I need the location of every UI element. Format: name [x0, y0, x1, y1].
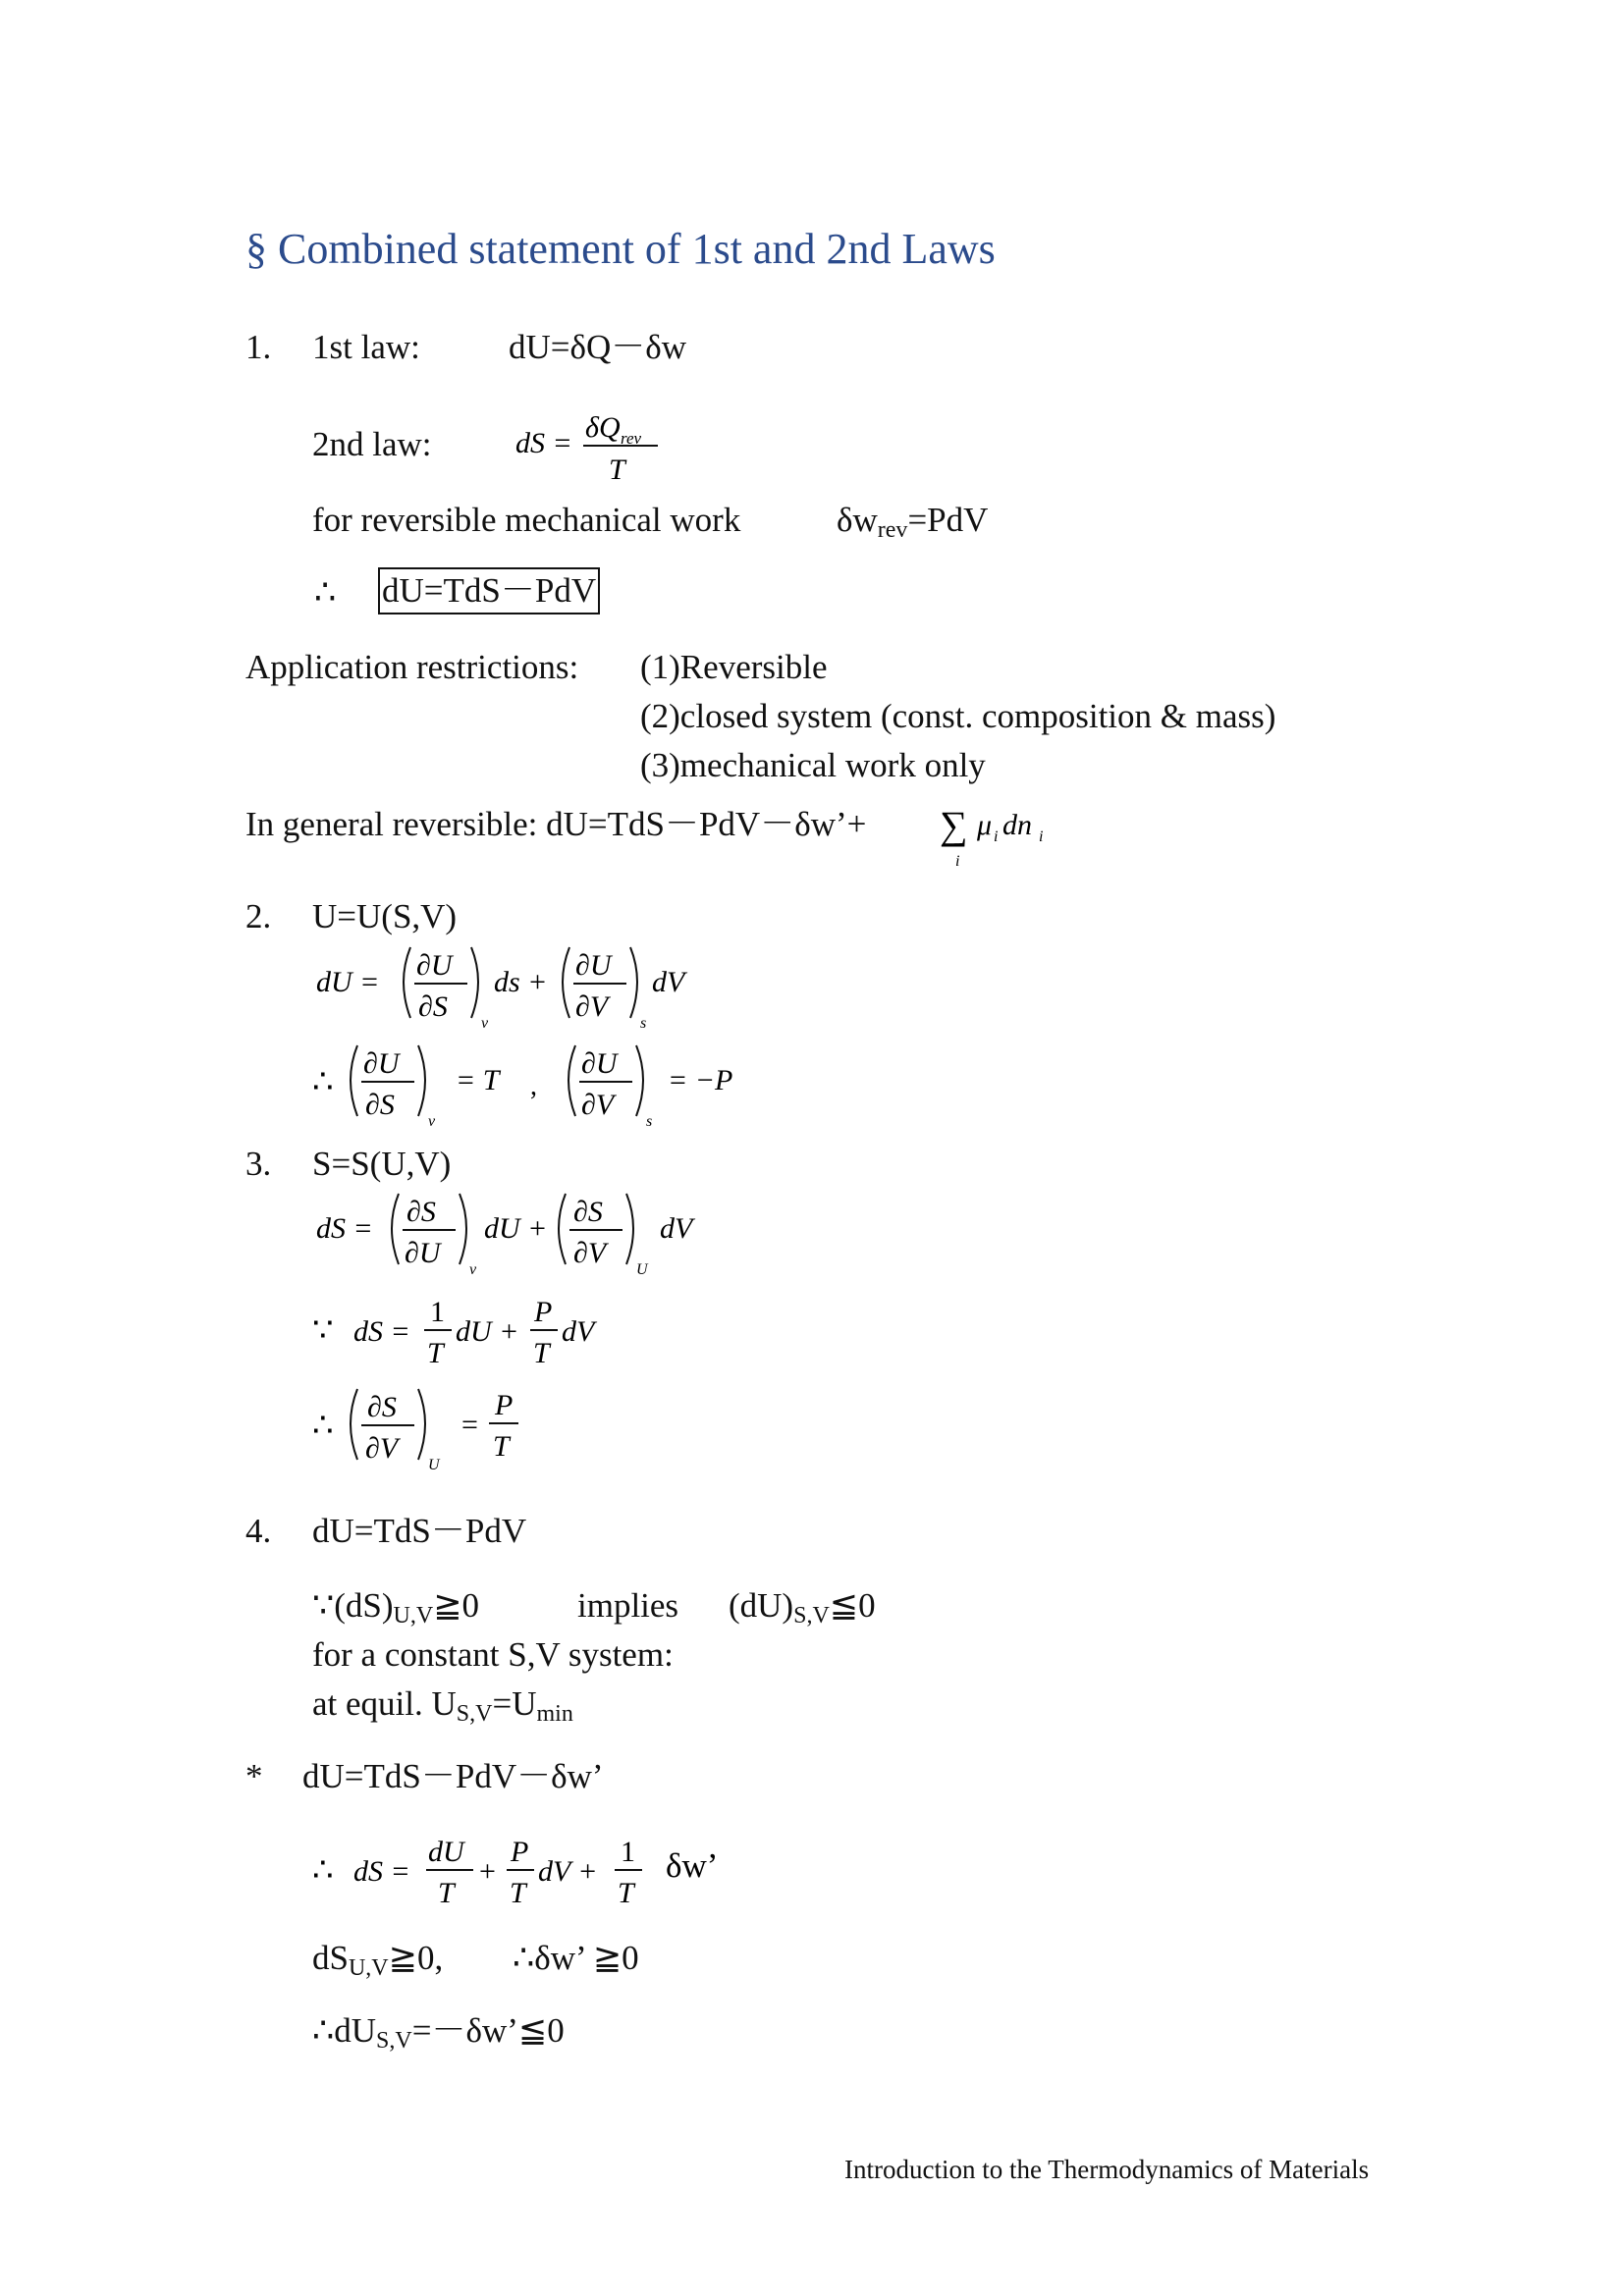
- du-partial-derivatives: [312, 1036, 744, 1134]
- dn-subscript: i: [1039, 828, 1044, 845]
- item-number-4: 4.: [245, 1512, 272, 1550]
- svg-text:P: P: [495, 1389, 514, 1421]
- restrictions-label: Application restrictions:: [245, 648, 579, 686]
- first-law-label: 1st law:: [312, 328, 420, 366]
- svg-text:T: T: [438, 1877, 455, 1909]
- svg-text:U: U: [636, 1261, 648, 1278]
- item-number-2: 2.: [245, 897, 272, 935]
- asterisk-mark: *: [245, 1757, 263, 1795]
- mu-symbol: μ: [977, 809, 993, 841]
- sum-symbol: ∑: [940, 803, 968, 847]
- dn-symbol: dn: [1002, 809, 1032, 841]
- svg-text:∂S: ∂S: [365, 1089, 395, 1121]
- svg-text:= T: = T: [456, 1064, 500, 1096]
- svg-text:T: T: [493, 1430, 510, 1463]
- sum-index: i: [955, 853, 960, 870]
- svg-text:dS =: dS =: [316, 1212, 373, 1245]
- ds-nonnegative: $dS_{U,V}≧0$,: [312, 1939, 444, 1981]
- reversible-work-equation: $\delta w_{rev}=PdV$: [837, 501, 989, 543]
- svg-text:s: s: [646, 1113, 653, 1130]
- item-number-3: 3.: [245, 1145, 272, 1183]
- svg-text:,: ,: [530, 1071, 537, 1101]
- svg-text:dU: dU: [428, 1836, 464, 1868]
- ds-total-differential: [312, 1184, 725, 1282]
- item-number-1: 1.: [245, 328, 272, 366]
- implies-word: implies: [577, 1586, 679, 1625]
- svg-text:U: U: [428, 1457, 440, 1473]
- svg-text:∂U: ∂U: [581, 1047, 618, 1080]
- ds-dv-partial: [312, 1379, 568, 1477]
- restriction-item: (2)closed system (const. composition & mass): [640, 697, 1276, 735]
- svg-text:∂V: ∂V: [575, 990, 609, 1023]
- svg-text:∂U: ∂U: [416, 949, 453, 982]
- svg-text:T: T: [533, 1337, 550, 1369]
- restriction-item: (3)mechanical work only: [640, 746, 986, 784]
- second-law-equation: [511, 402, 668, 491]
- svg-text:dV: dV: [660, 1212, 693, 1245]
- svg-text:∂V: ∂V: [573, 1237, 607, 1269]
- eq-denominator: T: [609, 454, 625, 486]
- svg-text:δw’: δw’: [666, 1846, 719, 1885]
- du-condition: $(dU)_{S,V}≦0$: [729, 1586, 876, 1629]
- therefore-symbol: ∴: [314, 573, 337, 612]
- svg-text:∂S: ∂S: [367, 1391, 397, 1423]
- section-4-title: dU=TdS－PdV: [312, 1512, 527, 1550]
- svg-text:∴: ∴: [312, 1852, 334, 1889]
- equilibrium-condition: at equil. $U_{S,V}=U_{min}$: [312, 1684, 573, 1727]
- svg-text:T: T: [510, 1877, 526, 1909]
- section-3-title: S=S(U,V): [312, 1145, 452, 1183]
- eq-lhs: dS =: [515, 427, 572, 459]
- svg-text:∵: ∵: [312, 1312, 334, 1349]
- svg-text:dU +: dU +: [484, 1212, 548, 1245]
- svg-text:dS =: dS =: [353, 1315, 410, 1348]
- general-equation-text: In general reversible: dU=TdS－PdV－δw’+: [245, 805, 867, 843]
- du-equals-negative-work: $\therefore dU_{S,V}=-\delta w’≦0$: [312, 2011, 565, 2054]
- page-footer: Introduction to the Thermodynamics of Materials: [844, 2155, 1370, 2184]
- svg-text:∂V: ∂V: [365, 1432, 399, 1465]
- svg-text:∂U: ∂U: [575, 949, 612, 982]
- eq-numerator-sub: rev: [621, 429, 642, 448]
- svg-text:dU +: dU +: [456, 1315, 519, 1348]
- reversible-work-text: for reversible mechanical work: [312, 501, 741, 539]
- spontaneity-condition: $\because(dS)_{U,V}≧0$: [312, 1586, 480, 1629]
- svg-text:v: v: [469, 1261, 477, 1278]
- svg-text:v: v: [481, 1015, 489, 1032]
- restriction-item: (1)Reversible: [640, 648, 828, 686]
- svg-text:P: P: [534, 1296, 553, 1328]
- svg-text:∂S: ∂S: [418, 990, 448, 1023]
- star-equation: dU=TdS－PdV－δw’: [302, 1757, 604, 1795]
- ds-expression: [312, 1286, 626, 1379]
- ds-expression-with-work: [312, 1826, 764, 1919]
- du-total-differential: [312, 937, 725, 1036]
- svg-text:s: s: [640, 1015, 647, 1032]
- svg-text:dV: dV: [562, 1315, 595, 1348]
- svg-text:T: T: [427, 1337, 444, 1369]
- svg-text:∴: ∴: [312, 1064, 334, 1100]
- svg-text:dV +: dV +: [538, 1855, 598, 1888]
- svg-text:1: 1: [430, 1296, 445, 1328]
- svg-text:∂S: ∂S: [406, 1196, 436, 1228]
- svg-text:∂V: ∂V: [581, 1089, 615, 1121]
- constant-sv-text: for a constant S,V system:: [312, 1635, 674, 1674]
- svg-text:1: 1: [621, 1836, 635, 1868]
- eq-numerator: δQ: [585, 411, 621, 444]
- svg-text:∂U: ∂U: [405, 1237, 441, 1269]
- svg-text:∂U: ∂U: [363, 1047, 400, 1080]
- work-nonnegative: ∴δw’ ≧0: [513, 1939, 639, 1977]
- section-heading: § Combined statement of 1st and 2nd Laws: [245, 225, 996, 273]
- svg-text:=: =: [461, 1409, 478, 1441]
- svg-text:∴: ∴: [312, 1408, 334, 1444]
- svg-text:= −P: = −P: [668, 1064, 733, 1096]
- boxed-equation: dU=TdS－PdV: [378, 567, 600, 614]
- section-2-title: U=U(S,V): [312, 897, 458, 935]
- first-law-equation: dU=δQ－δw: [509, 328, 687, 366]
- svg-text:v: v: [428, 1113, 436, 1130]
- svg-text:∂S: ∂S: [573, 1196, 603, 1228]
- svg-text:ds +: ds +: [494, 966, 548, 998]
- second-law-label: 2nd law:: [312, 425, 432, 463]
- summation-term: [938, 795, 1085, 874]
- mu-subscript: i: [994, 828, 999, 845]
- svg-text:P: P: [511, 1836, 529, 1868]
- svg-text:T: T: [618, 1877, 634, 1909]
- svg-text:dU =: dU =: [316, 966, 380, 998]
- svg-text:+: +: [479, 1855, 496, 1888]
- svg-text:dS =: dS =: [353, 1855, 410, 1888]
- svg-text:dV: dV: [652, 966, 685, 998]
